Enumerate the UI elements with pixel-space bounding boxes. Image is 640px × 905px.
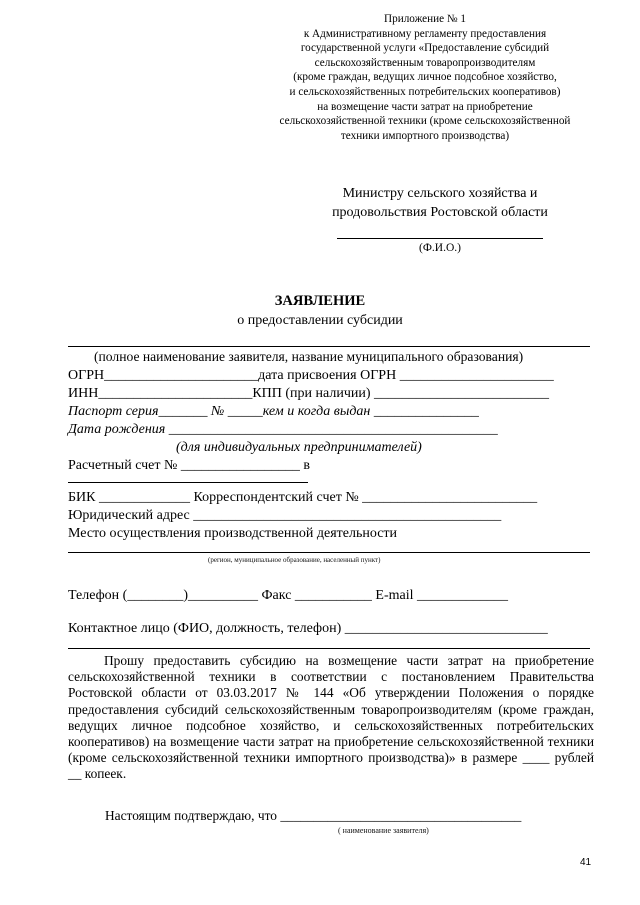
contact-row: Контактное лицо (ФИО, должность, телефон) _____________________________ <box>68 621 548 636</box>
activity-place-row: Место осуществления производственной деятельности <box>68 526 398 541</box>
annex-line: Приложение № 1 <box>384 13 466 25</box>
document-subtitle: о предоставлении субсидии <box>237 313 403 328</box>
request-paragraph <box>68 653 594 783</box>
activity-place-line <box>68 552 590 553</box>
confirm-caption: ( наименование заявителя) <box>338 826 429 835</box>
annex-line: к Административному регламенту предоставления <box>303 27 547 40</box>
fio-caption: (Ф.И.О.) <box>419 242 461 254</box>
bik-row: БИК _____________ Корреспондентский счет № _________________________ <box>68 490 538 505</box>
addressee-line2: продовольствия Ростовской области <box>332 205 548 220</box>
annex-line: сельскохозяйственной техники (кроме сельскохозяйственной <box>279 115 571 128</box>
addressee-line1: Министру сельского хозяйства и <box>342 186 538 201</box>
annex-line: (кроме граждан, ведущих личное подсобное хозяйство, <box>293 71 557 84</box>
annex-line: и сельскохозяйственных потребительских кооперативов) <box>289 85 561 98</box>
ip-caption: (для индивидуальных предпринимателей) <box>176 440 422 455</box>
bank-name-line <box>68 482 308 483</box>
ogrn-row: ОГРН______________________дата присвоения ОГРН ______________________ <box>68 368 554 383</box>
birthdate-row: Дата рождения _______________________________________________ <box>68 422 498 437</box>
passport-row: Паспорт серия_______ № _____кем и когда выдан _______________ <box>68 404 479 419</box>
annex-line: сельскохозяйственным товаропроизводителям <box>314 56 536 69</box>
confirm-row: Настоящим подтверждаю, что ____________________________________ <box>105 808 522 823</box>
annex-line: техники импортного производства) <box>340 129 510 142</box>
legal-address-row: Юридический адрес ____________________________________________ <box>68 508 502 523</box>
annex-line: на возмещение части затрат на приобретение <box>317 100 533 113</box>
contact-line <box>68 648 590 649</box>
page-number: 41 <box>580 857 592 868</box>
applicant-name-line <box>68 346 590 347</box>
annex-line: государственной услуги «Предоставление субсидий <box>300 42 550 55</box>
fio-signature-line <box>337 226 543 239</box>
addressee-block <box>300 184 580 255</box>
document-title: ЗАЯВЛЕНИЕ <box>274 293 366 309</box>
request-text: Прошу предоставить субсидию на возмещение части затрат на приобретение сельскохозяйственной техники в соответствии с постановлением Правительства Ростовской области от 03.03.2017 № 144 «Об утверждении Положения о порядке предоставления субсидий сельскохозяйственным товаропроизводителям (кроме граждан, ведущих личное подсобное хозяйство, и сельскохозяйственных потребительских кооперативов) на возмещение части затрат на приобретение сельскохозяйственной техники (кроме сельскохозяйственной техники импортного производства)» в размере ____ рублей __ копеек. <box>68 653 594 782</box>
region-caption: (регион, муниципальное образование, населенный пункт) <box>208 556 381 564</box>
inn-row: ИНН______________________КПП (при наличии) _________________________ <box>68 386 550 401</box>
phone-row: Телефон (________)__________ Факс ___________ E-mail _____________ <box>68 588 509 603</box>
applicant-caption: (полное наименование заявителя, название муниципального образования) <box>94 349 524 364</box>
annex-header <box>250 12 600 143</box>
account-row: Расчетный счет № _________________ в <box>68 458 310 473</box>
